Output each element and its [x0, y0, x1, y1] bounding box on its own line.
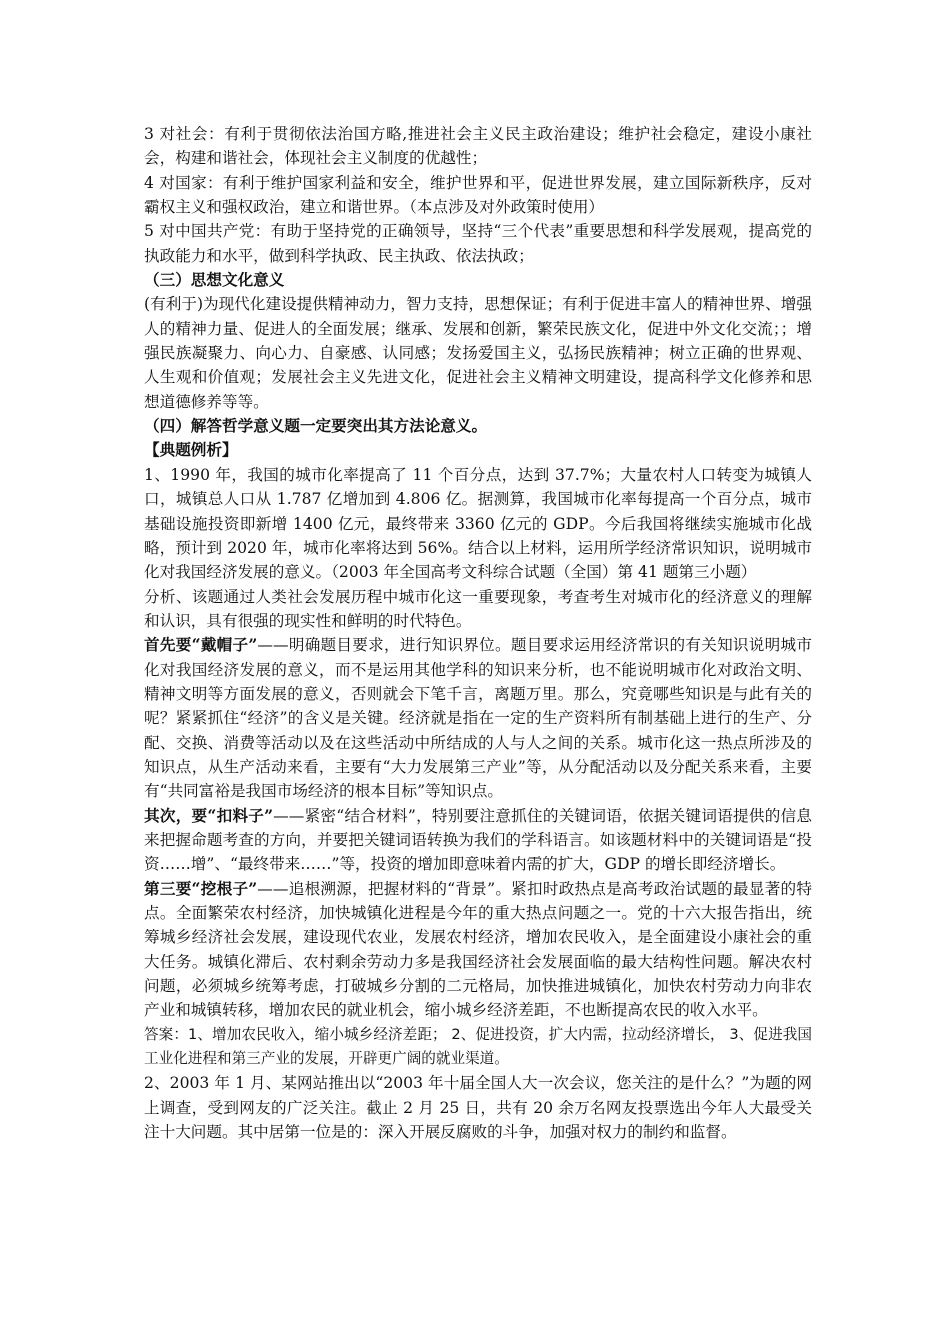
- answer-paragraph: 答案：1、增加农民收入，缩小城乡经济差距； 2、促进投资，扩大内需，拉动经济增长， 3、促进我国工业化进程和第三产业的发展，开辟更广阔的就业渠道。: [144, 1025, 812, 1068]
- step-3-text: ——追根溯源，把握材料的“背景”。紧扣时政热点是高考政治试题的最显著的特点。全面繁荣农村经济，加快城镇化进程是今年的重大热点问题之一。党的十六大报告指出，统筹城乡经济社会发展，建设现代农业，发展农村经济，增加农民收入，是全面建设小康社会的重大任务。城镇化滞后、农村剩余劳动力多是我国经济社会发展面临的最大结构性问题。解决农村问题，必须城乡统筹考虑，打破城乡分割的二元格局，加快推进城镇化，加快农村劳动力向非农产业和城镇转移，增加农民的就业机会，缩小城乡经济差距，不也断提高农民的收入水平。: [144, 879, 812, 1020]
- analysis-paragraph: 分析、该题通过人类社会发展历程中城市化这一重要现象，考查考生对城市化的经济意义的理解和认识，具有很强的现实性和鲜明的时代特色。: [144, 587, 812, 630]
- heading-philosophy: （四）解答哲学意义题一定要突出其方法论意义。: [144, 416, 488, 436]
- document-page: [144, 122, 812, 1144]
- paragraph-party-significance: 5 对中国共产党：有助于坚持党的正确领导，坚持“三个代表”重要思想和科学发展观，提高党的执政能力和水平，做到科学执政、民主执政、依法执政；: [144, 222, 812, 265]
- step-1-lead: 首先要“戴帽子”: [144, 635, 258, 655]
- step-1-paragraph: [144, 633, 812, 803]
- heading-examples: 【典题例析】: [144, 440, 238, 460]
- step-3-paragraph: [144, 877, 812, 1023]
- step-2-text: ——紧密“结合材料”，特别要注意抓住的关键词语，依据关键词语提供的信息来把握命题考查的方向，并要把关键词语转换为我们的学科语言。如该题材料中的关键词语是“投资……增”、“最终带来……”等，投资的增加即意味着内需的扩大，GDP 的增长即经济增长。: [144, 806, 812, 874]
- paragraph-national-significance: 4 对国家：有利于维护国家利益和安全，维护世界和平，促进世界发展，建立国际新秩序，反对霸权主义和强权政治，建立和谐世界。（本点涉及对外政策时使用）: [144, 173, 812, 217]
- step-3-lead: 第三要“挖根子”: [144, 878, 258, 898]
- step-1-text: ——明确题目要求，进行知识界位。题目要求运用经济常识的有关知识说明城市化对我国经济发展的意义，而不是运用其他学科的知识来分析，也不能说明城市化对政治文明、精神文明等方面发展的意义，否则就会下笔千言，离题万里。那么，究竟哪些知识是与此有关的呢？紧紧抓住“经济”的含义是关键。经济就是指在一定的生产资料所有制基础上进行的生产、分配、交换、消费等活动以及在这些活动中所结成的人与人之间的关系。城市化这一热点所涉及的知识点，从生产活动来看，主要有“大力发展第三产业”等，从分配活动以及分配关系来看，主要有“共同富裕是我国市场经济的根本目标”等知识点。: [144, 636, 812, 801]
- step-2-lead: 其次，要“扣料子”: [144, 805, 274, 825]
- question-2: 2、2003 年 1 月、某网站推出以“2003 年十届全国人大一次会议，您关注的是什么？”为题的网上调查，受到网友的广泛关注。截止 2 月 25 日，共有 20 余万名网友投票选出今年人大最受关注十大问题。其中居第一位是的：深入开展反腐败的斗争，加强对权力的制约和监督。: [144, 1074, 812, 1142]
- question-1: 1、1990 年，我国的城市化率提高了 11 个百分点，达到 37.7%；大量农村人口转变为城镇人口，城镇总人口从 1.787 亿增加到 4.806 亿。据测算，我国城市化率每提高一个百分点，城市基础设施投资即新增 1400 亿元，最终带来 3360 亿元的 GDP。今后我国将继续实施城市化战略，预计到 2020 年，城市化率将达到 56%。结合以上材料，运用所学经济常识知识，说明城市化对我国经济发展的意义。（2003 年全国高考文科综合试题（全国）第 41 题第三小题）: [144, 465, 812, 582]
- paragraph-social-significance: 3 对社会：有利于贯彻依法治国方略,推进社会主义民主政治建设；维护社会稳定，建设小康社会，构建和谐社会，体现社会主义制度的优越性；: [144, 125, 812, 168]
- heading-cultural-significance: （三）思想文化意义: [144, 270, 285, 290]
- step-2-paragraph: [144, 804, 812, 877]
- paragraph-cultural-significance: (有利于)为现代化建设提供精神动力，智力支持，思想保证；有利于促进丰富人的精神世界、增强人的精神力量、促进人的全面发展；继承、发展和创新，繁荣民族文化，促进中外文化交流；；增强民族凝聚力、向心力、自豪感、认同感；发扬爱国主义，弘扬民族精神；树立正确的世界观、人生观和价值观；发展社会主义先进文化，促进社会主义精神文明建设，提高科学文化修养和思想道德修养等等。: [144, 295, 812, 411]
